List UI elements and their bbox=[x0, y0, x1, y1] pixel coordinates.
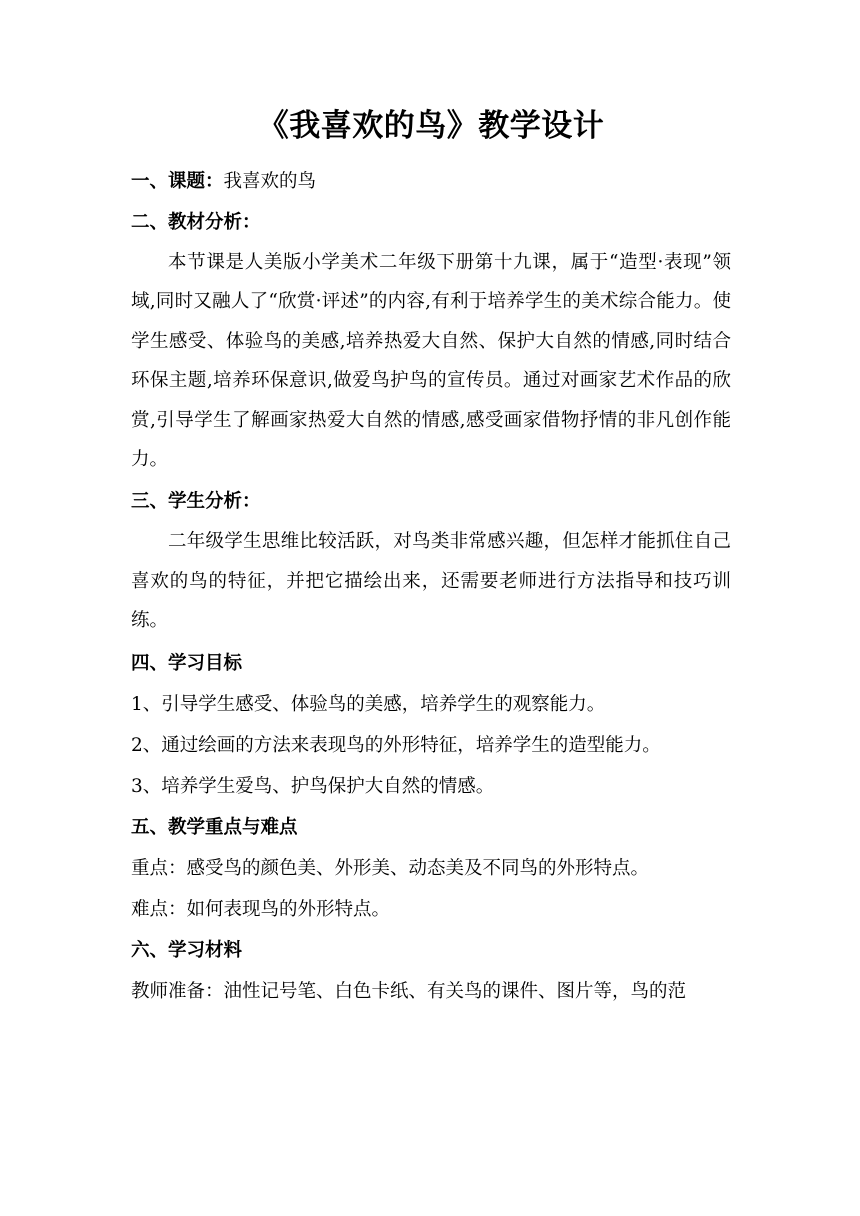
goal-item-3: 3、培养学生爱鸟、护鸟保护大自然的情感。 bbox=[131, 775, 495, 797]
goal-item-1: 1、引导学生感受、体验鸟的美感，培养学生的观察能力。 bbox=[131, 693, 606, 715]
key-point-difficulty: 难点：如何表现鸟的外形特点。 bbox=[131, 898, 391, 920]
section-material-heading: 二、教材分析： bbox=[131, 212, 261, 233]
section-students-paragraph: 二年级学生思维比较活跃，对鸟类非常感兴趣，但怎样才能抓住自己喜欢的鸟的特征，并把它描绘出来，还需要老师进行方法指导和技巧训练。 bbox=[131, 531, 731, 632]
document-title: 《我喜欢的鸟》教学设计 bbox=[257, 108, 605, 144]
key-point-focus: 重点：感受鸟的颜色美、外形美、动态美及不同鸟的外形特点。 bbox=[131, 857, 650, 879]
document-body bbox=[131, 101, 731, 1002]
section-topic bbox=[131, 171, 731, 192]
section-goals-heading: 四、学习目标 bbox=[131, 652, 243, 674]
section-material-paragraph: 本节课是人美版小学美术二年级下册第十九课，属于“造型·表现”领域,同时又融人了“欣赏·评述”的内容,有利于培养学生的美术综合能力。使学生感受、体验鸟的美感,培养热爱大自然、保护大自然的情感,同时结合环保主题,培养环保意识,做爱鸟护鸟的宣传员。通过对画家艺术作品的欣赏,引导学生了解画家热爱大自然的情感,感受画家借物抒情的非凡创作能力。 bbox=[131, 252, 731, 471]
section-materials-heading: 六、学习材料 bbox=[131, 939, 243, 961]
goal-item-2: 2、通过绘画的方法来表现鸟的外形特征，培养学生的造型能力。 bbox=[131, 734, 661, 756]
section-topic-heading: 一、课题： bbox=[131, 171, 224, 192]
materials-teacher: 教师准备：油性记号笔、白色卡纸、有关鸟的课件、图片等，鸟的范 bbox=[131, 980, 687, 1002]
section-topic-value: 我喜欢的鸟 bbox=[223, 171, 317, 192]
section-key-points-heading: 五、教学重点与难点 bbox=[131, 816, 298, 838]
section-students-heading: 三、学生分析： bbox=[131, 491, 261, 513]
